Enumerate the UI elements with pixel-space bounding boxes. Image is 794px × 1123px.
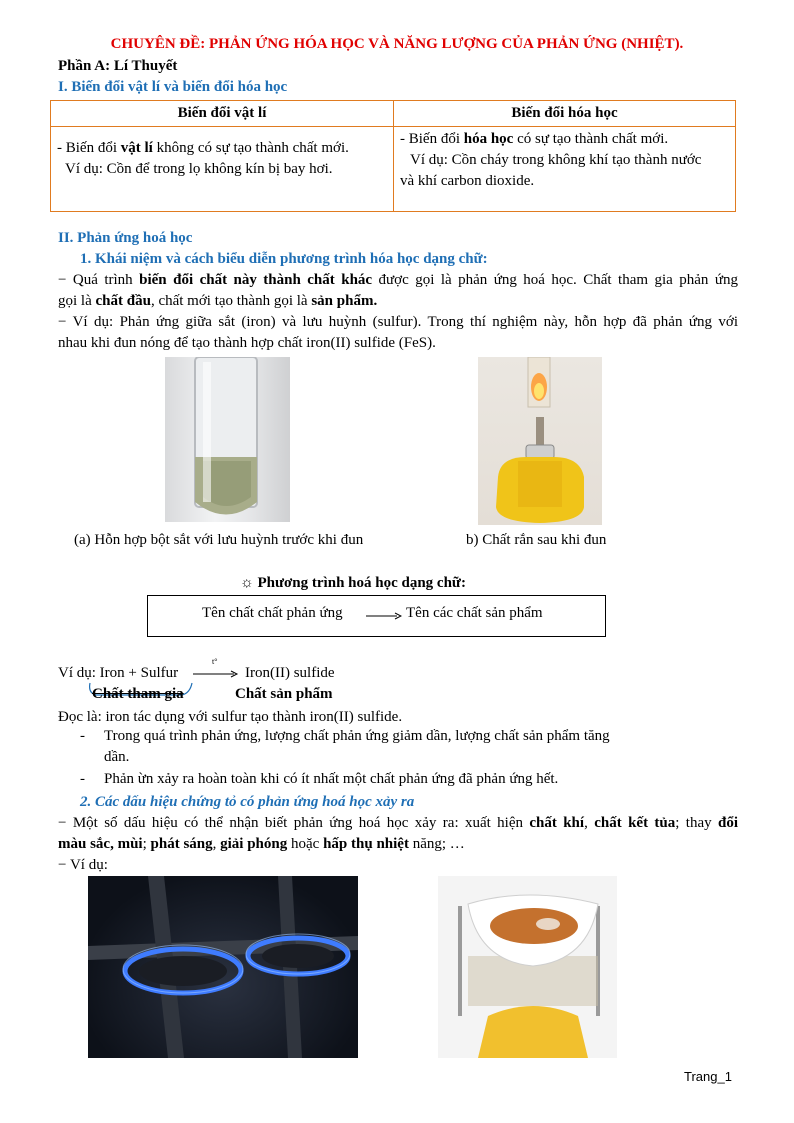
word-equation-box — [147, 595, 606, 637]
caption-a: (a) Hỗn hợp bột sắt với lưu huỳnh trước khi đun — [74, 532, 364, 548]
bold-text: đổi — [718, 815, 739, 831]
evaporating-dish-photo — [438, 876, 617, 1058]
example-reactants: Ví dụ: Iron + Sulfur — [58, 665, 179, 681]
bold-text: chất khí — [529, 815, 585, 831]
bullet-1-line-1: Trong quá trình phản ứng, lượng chất phản ứng giảm dần, lượng chất sản phẩm tăng — [104, 728, 610, 744]
bold-text: phát sáng — [150, 836, 213, 852]
sun-icon: ☼ — [240, 575, 254, 591]
bold-text: sản phẩm. — [311, 293, 378, 309]
bold-text: màu sắc, mùi — [58, 836, 143, 852]
equation-heading-text: Phương trình hoá học dạng chữ: — [257, 575, 466, 591]
reaction-condition: t° — [212, 657, 218, 666]
paragraph-example-1: − Ví dụ: Phản ứng giữa sắt (iron) và lưu huỳnh (sulfur). Trong thí nghiệm này, hỗn hợp đã phản ứng với — [58, 314, 738, 330]
bold-text: chất đầu — [95, 293, 151, 309]
cell-text: - Biến đổi — [57, 140, 121, 156]
cell-example-cont: và khí carbon dioxide. — [400, 173, 535, 189]
cell-bold: hóa học — [463, 131, 514, 147]
caption-b: b) Chất rắn sau khi đun — [466, 532, 607, 548]
text: năng; … — [408, 836, 465, 852]
bullet-dash: - — [80, 728, 85, 744]
equation-reactants: Tên chất chất phản ứng — [202, 605, 343, 621]
arrow-icon — [366, 605, 402, 623]
section-1-heading: I. Biến đổi vật lí và biến đổi hóa học — [58, 79, 288, 95]
text: ; thay — [675, 815, 718, 831]
gas-stove-photo — [88, 876, 358, 1058]
bold-text: hấp thụ nhiệt — [323, 836, 409, 852]
subsection-1-heading: 1. Khái niệm và cách biểu diễn phương trình hóa học dạng chữ: — [80, 251, 488, 267]
signs-paragraph-1 — [58, 813, 738, 834]
signs-example-label: − Ví dụ: — [58, 857, 108, 873]
cell-bold: vật lí — [120, 140, 153, 156]
reading-line: Đọc là: iron tác dụng với sulfur tạo thành iron(II) sulfide. — [58, 709, 403, 725]
cell-text: - Biến đổi — [400, 131, 464, 147]
reaction-arrow-icon — [193, 667, 239, 681]
paragraph-example-2: nhau khi đun nóng để tạo thành hợp chất iron(II) sulfide (FeS). — [58, 335, 436, 351]
text: − Quá trình — [58, 272, 140, 288]
table-cell-chemical — [394, 127, 736, 212]
paragraph-definition-1 — [58, 270, 738, 291]
page-number: Trang_1 — [684, 1069, 732, 1084]
reactants-label: Chất tham gia — [92, 686, 184, 702]
test-tube-photo — [165, 357, 290, 522]
text: − Một số dấu hiệu có thể nhận biết phản ứng hoá học xảy ra: xuất hiện — [58, 815, 530, 831]
text: , — [584, 815, 595, 831]
table-header-physical: Biến đổi vật lí — [51, 101, 394, 127]
bold-text: chất kết tủa — [594, 815, 676, 831]
cell-example: Ví dụ: Cồn cháy trong không khí tạo thành nước — [410, 152, 702, 168]
bold-text: biến đổi chất này thành chất khác — [139, 272, 373, 288]
bullet-dash: - — [80, 771, 85, 787]
cell-example: Ví dụ: Cồn để trong lọ không kín bị bay hơi. — [65, 161, 333, 177]
table-cell-physical — [51, 127, 394, 212]
bullet-2: Phản ừn xảy ra hoàn toàn khi có ít nhất một chất phản ứng đã phản ứng hết. — [104, 771, 559, 787]
text: gọi là — [58, 293, 96, 309]
part-a-heading: Phần A: Lí Thuyết — [58, 58, 178, 74]
text: hoặc — [287, 836, 324, 852]
equation-heading — [240, 575, 466, 592]
text: được gọi là phản ứng hoá học. Chất tham gia phản ứng — [372, 272, 738, 288]
comparison-table — [50, 100, 736, 212]
section-2-heading: II. Phản ứng hoá học — [58, 230, 193, 246]
table-header-chemical: Biến đổi hóa học — [394, 101, 736, 127]
signs-paragraph-2 — [58, 834, 738, 855]
equation-products: Tên các chất sản phẩm — [406, 605, 543, 621]
cell-text: có sự tạo thành chất mới. — [513, 131, 669, 147]
text: , chất mới tạo thành gọi là — [150, 293, 312, 309]
burner-photo — [478, 357, 602, 525]
products-label: Chất sản phẩm — [235, 686, 333, 702]
subsection-2-heading: 2. Các dấu hiệu chứng tỏ có phản ứng hoá học xảy ra — [80, 794, 415, 810]
example-products: Iron(II) sulfide — [245, 665, 335, 681]
text: ; — [142, 836, 151, 852]
paragraph-definition-2 — [58, 291, 738, 312]
bullet-1-line-2: dần. — [104, 749, 130, 765]
text: , — [212, 836, 221, 852]
cell-text: không có sự tạo thành chất mới. — [152, 140, 349, 156]
bold-text: giải phóng — [220, 836, 288, 852]
document-title: CHUYÊN ĐỀ: PHẢN ỨNG HÓA HỌC VÀ NĂNG LƯỢNG CỦA PHẢN ỨNG (NHIỆT). — [110, 36, 684, 52]
